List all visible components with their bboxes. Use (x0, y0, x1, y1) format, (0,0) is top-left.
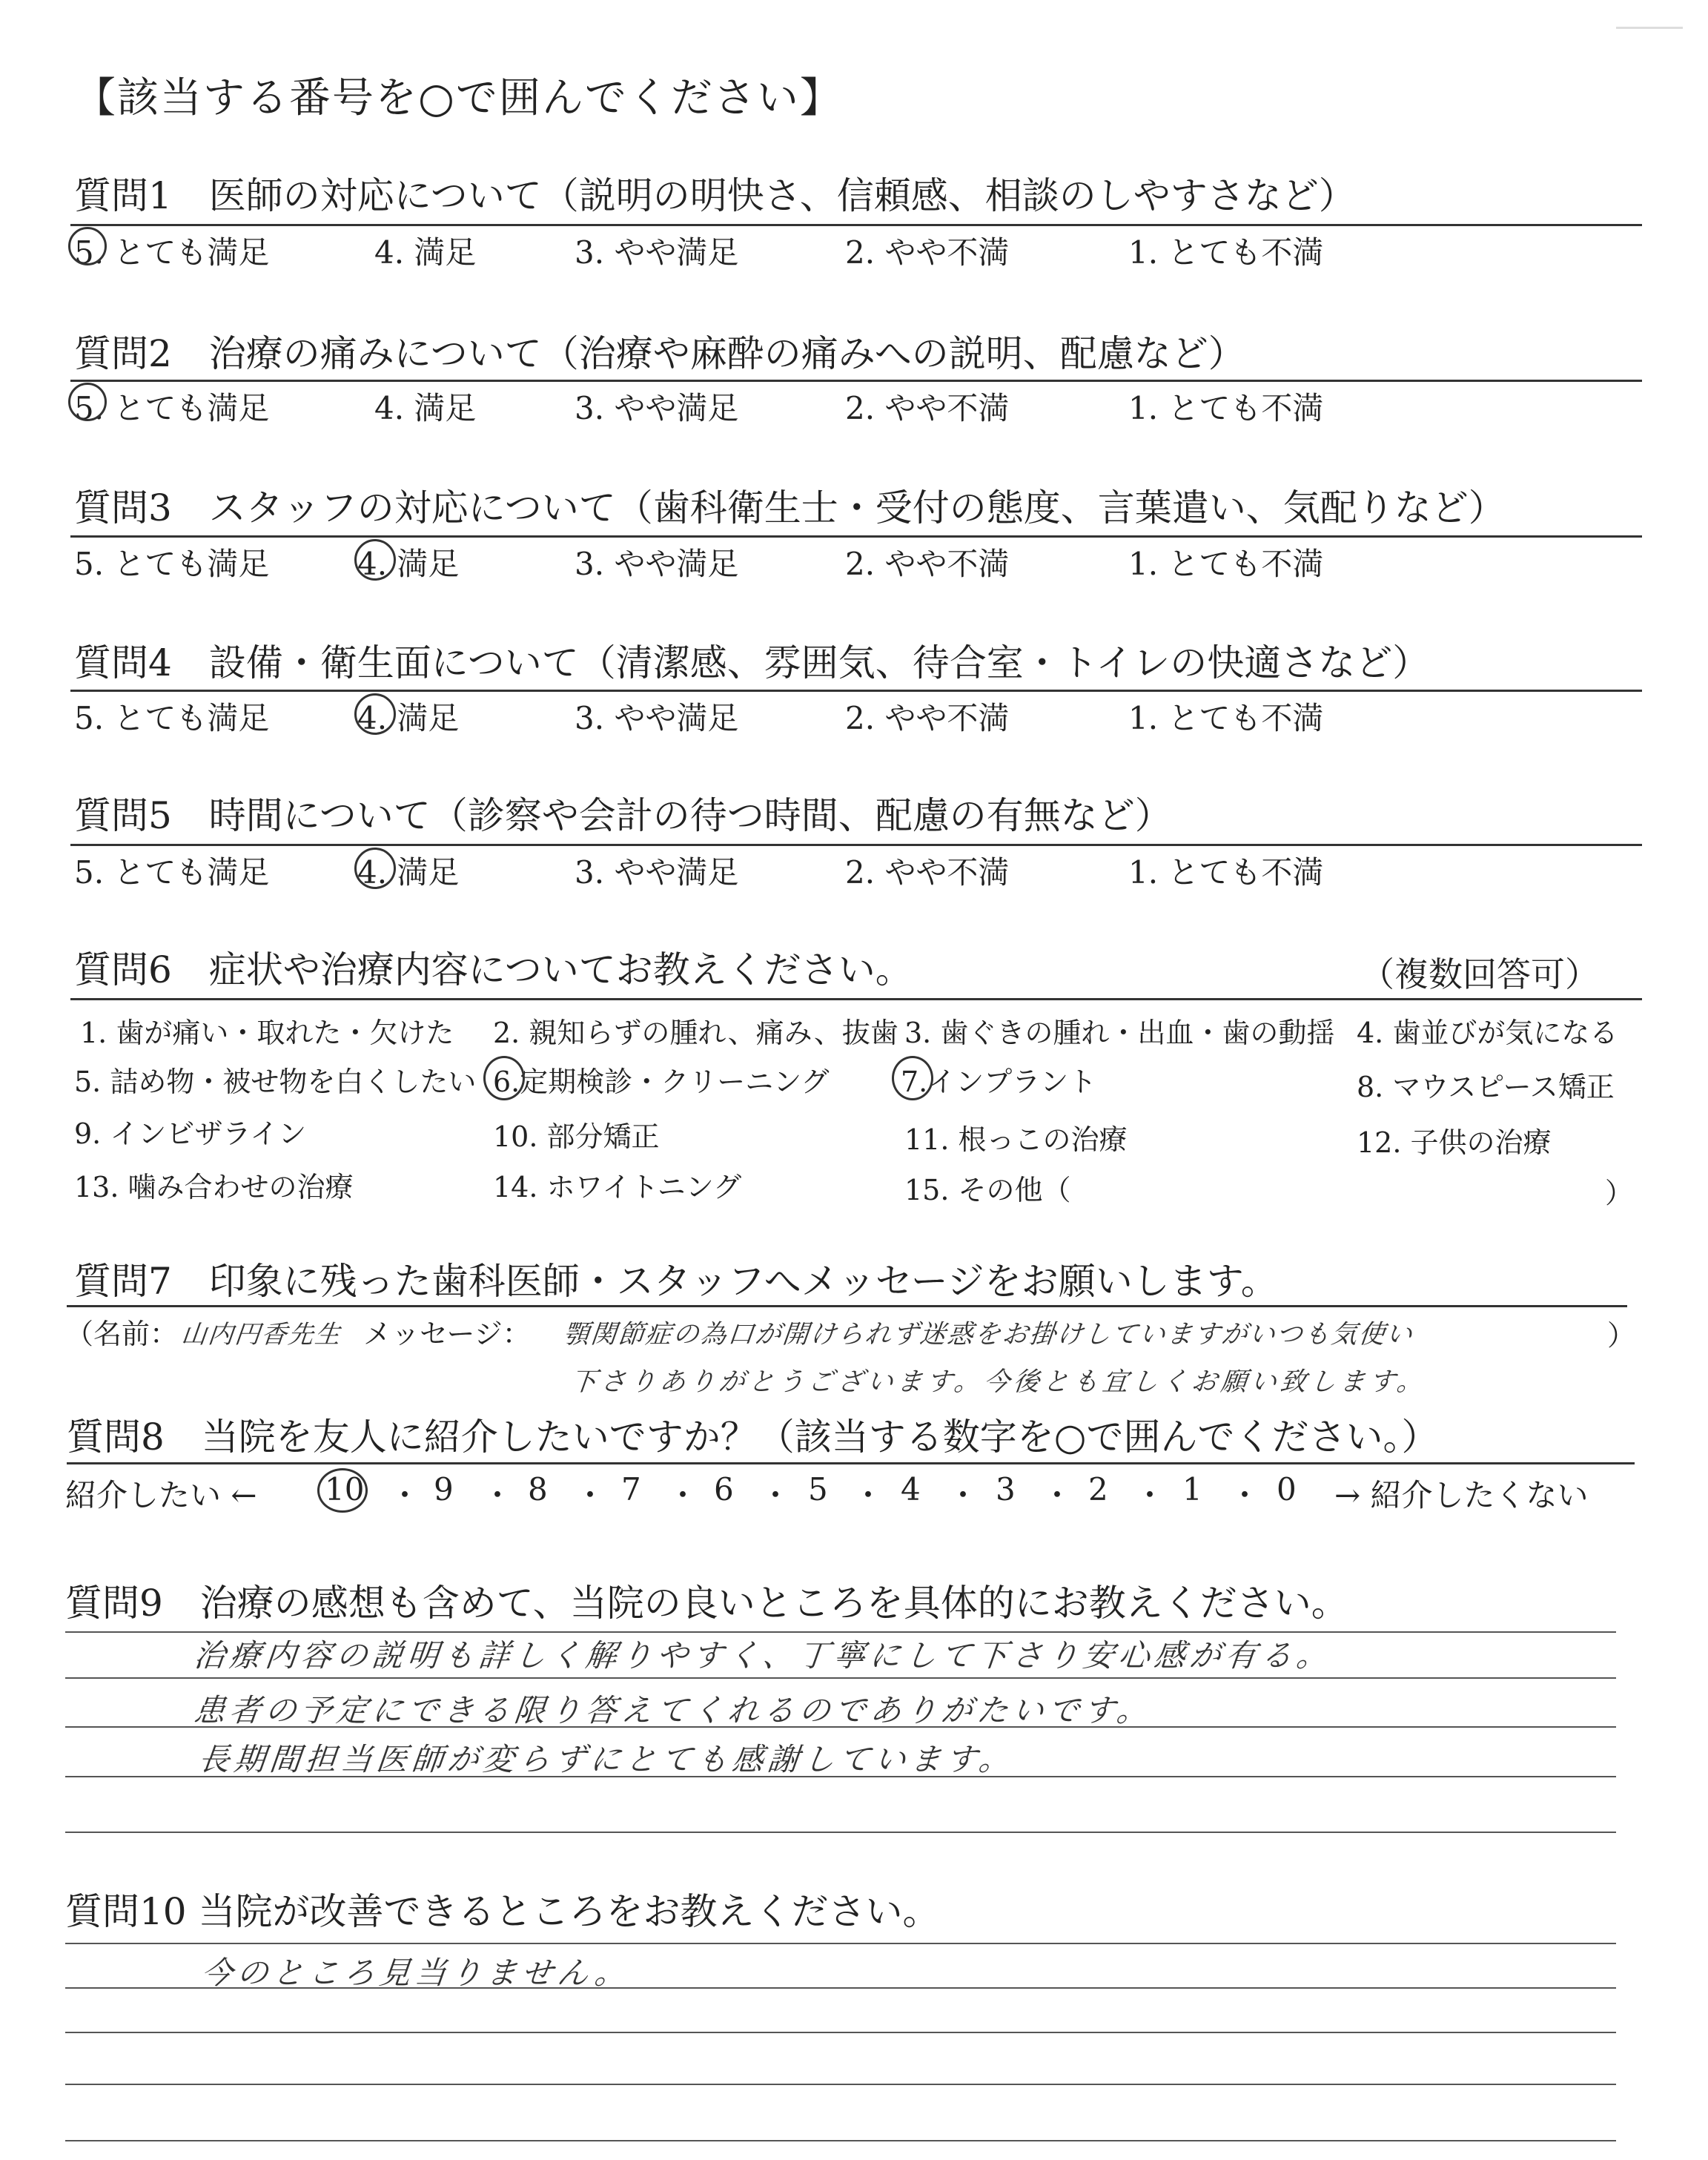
selection-circle (892, 1056, 933, 1100)
scale-dot: ・ (575, 1477, 606, 1513)
scale-value-5[interactable]: 5 (808, 1471, 828, 1507)
scale-dot: ・ (1134, 1477, 1166, 1513)
selection-circle (317, 1468, 368, 1513)
page-header: 【該当する番号を○で囲んでください】 (74, 74, 843, 122)
treatment-option-8[interactable]: 8. マウスピース矯正 (1357, 1071, 1615, 1103)
selection-circle (68, 227, 107, 265)
rating-option-1[interactable]: 1. とても不満 (1128, 390, 1324, 426)
question-title: 質問3 スタッフの対応について（歯科衛生士・受付の態度、言葉遣い、気配りなど） (74, 486, 1506, 529)
rating-option-3[interactable]: 3. やや満足 (575, 234, 739, 271)
treatment-option-13[interactable]: 13. 噛み合わせの治療 (74, 1171, 354, 1203)
rating-option-2[interactable]: 2. やや不満 (845, 390, 1010, 426)
treatment-option-6[interactable]: 6.定期検診・クリーニング (493, 1066, 830, 1098)
handwritten-answer-line-2[interactable]: 患者の予定にできる限り答えてくれるのでありがたいです。 (192, 1692, 1154, 1728)
rating-option-2[interactable]: 2. やや不満 (845, 854, 1010, 891)
rating-option-4[interactable]: 4. 満足 (357, 700, 460, 736)
question-title: 質問6 症状や治療内容についてお教えください。 (74, 948, 913, 991)
rating-option-5[interactable]: 5. とても満足 (74, 234, 270, 271)
rating-option-3[interactable]: 3. やや満足 (575, 390, 739, 426)
question-title: 質問7 印象に残った歯科医師・スタッフへメッセージをお願いします。 (74, 1260, 1278, 1303)
rating-option-4[interactable]: 4. 満足 (357, 546, 460, 582)
question-title: 質問10 当院が改善できるところをお教えください。 (65, 1890, 940, 1933)
treatment-option-1[interactable]: 1. 歯が痛い・取れた・欠けた (80, 1017, 454, 1049)
rating-option-3[interactable]: 3. やや満足 (575, 546, 739, 582)
scale-dot: ・ (760, 1477, 792, 1513)
rating-option-1[interactable]: 1. とても不満 (1128, 234, 1324, 271)
question-title: 質問4 設備・衛生面について（清潔感、雰囲気、待合室・トイレの快適さなど） (74, 641, 1430, 684)
treatment-option-12[interactable]: 12. 子供の治療 (1357, 1126, 1552, 1159)
handwritten-answer-line-3[interactable]: 長期間担当医師が変らずにとても感謝しています。 (196, 1741, 1016, 1777)
scale-value-8[interactable]: 8 (528, 1471, 548, 1507)
scale-value-6[interactable]: 6 (714, 1471, 734, 1507)
question-title: 質問5 時間について（診察や会計の待つ時間、配慮の有無など） (74, 794, 1172, 837)
scale-dot: ・ (1042, 1477, 1073, 1513)
treatment-option-11[interactable]: 11. 根っこの治療 (904, 1123, 1128, 1156)
rating-option-1[interactable]: 1. とても不満 (1128, 700, 1324, 736)
rating-option-5[interactable]: 5. とても満足 (74, 546, 270, 582)
scale-value-10[interactable]: 10 (325, 1471, 365, 1507)
rating-option-5[interactable]: 5. とても満足 (74, 700, 270, 736)
question-title: 質問2 治療の痛みについて（治療や麻酔の痛みへの説明、配慮など） (74, 332, 1245, 375)
multiple-answer-note: （複数回答可） (1360, 954, 1599, 994)
treatment-option-4[interactable]: 4. 歯並びが気になる (1357, 1017, 1618, 1049)
scale-value-7[interactable]: 7 (621, 1471, 641, 1507)
rating-option-2[interactable]: 2. やや不満 (845, 700, 1010, 736)
recommend-left-label: 紹介したい ← (65, 1477, 257, 1513)
question-title: 質問1 医師の対応について（説明の明快さ、信頼感、相談のしやすさなど） (74, 174, 1356, 217)
rating-option-3[interactable]: 3. やや満足 (575, 700, 739, 736)
rating-option-2[interactable]: 2. やや不満 (845, 546, 1010, 582)
handwritten-answer-line-1[interactable]: 今のところ見当りません。 (199, 1955, 632, 1991)
treatment-option-9[interactable]: 9. インビザライン (74, 1117, 307, 1150)
treatment-option-7[interactable]: 7.インプラント (901, 1066, 1097, 1098)
question-title: 質問9 治療の感想も含めて、当院の良いところを具体的にお教えください。 (65, 1582, 1348, 1625)
scale-dot: ・ (482, 1477, 514, 1513)
selection-circle (483, 1056, 525, 1100)
treatment-option-2[interactable]: 2. 親知らずの腫れ、痛み、抜歯 (493, 1017, 898, 1049)
rating-option-4[interactable]: 4. 満足 (374, 390, 477, 426)
scale-dot: ・ (667, 1477, 699, 1513)
selection-circle (68, 383, 107, 421)
treatment-option-3[interactable]: 3. 歯ぐきの腫れ・出血・歯の動揺 (904, 1017, 1335, 1049)
rating-option-5[interactable]: 5. とても満足 (74, 854, 270, 891)
scale-value-1[interactable]: 1 (1182, 1471, 1202, 1507)
handwritten-message-line-2[interactable]: 下さりありがとうございます。今後とも宜しくお願い致します。 (569, 1367, 1429, 1397)
scale-value-4[interactable]: 4 (901, 1471, 921, 1507)
selection-circle (354, 539, 396, 581)
scale-dot: ・ (389, 1477, 421, 1513)
scale-dot: ・ (947, 1477, 979, 1513)
scale-value-3[interactable]: 3 (996, 1471, 1016, 1507)
rating-option-2[interactable]: 2. やや不満 (845, 234, 1010, 271)
rating-option-1[interactable]: 1. とても不満 (1128, 854, 1324, 891)
scale-value-0[interactable]: 0 (1277, 1471, 1297, 1507)
treatment-option-5[interactable]: 5. 詰め物・被せ物を白くしたい (74, 1066, 477, 1098)
scale-dot: ・ (1229, 1477, 1261, 1513)
handwritten-message-line-1[interactable]: 顎関節症の為口が開けられず迷惑をお掛けしていますがいつも気使い (561, 1320, 1415, 1350)
scan-edge-mark (1616, 27, 1683, 29)
handwritten-name[interactable]: 山内円香先生 (179, 1320, 343, 1350)
rating-option-5[interactable]: 5. とても満足 (74, 390, 270, 426)
scale-value-9[interactable]: 9 (434, 1471, 454, 1507)
rating-option-4[interactable]: 4. 満足 (374, 234, 477, 271)
treatment-option-14[interactable]: 14. ホワイトニング (493, 1171, 742, 1203)
recommend-right-label: → 紹介したくない (1334, 1477, 1589, 1513)
rating-option-1[interactable]: 1. とても不満 (1128, 546, 1324, 582)
selection-circle (354, 848, 396, 889)
other-close-paren: ） (1605, 1177, 1634, 1209)
message-label: メッセージ： (363, 1318, 531, 1350)
rating-option-3[interactable]: 3. やや満足 (575, 854, 739, 891)
scale-dot: ・ (853, 1477, 884, 1513)
rating-option-4[interactable]: 4. 満足 (357, 854, 460, 891)
treatment-option-10[interactable]: 10. 部分矯正 (493, 1120, 660, 1153)
treatment-option-15[interactable]: 15. その他（ (904, 1174, 1071, 1206)
scale-value-2[interactable]: 2 (1088, 1471, 1108, 1507)
handwritten-answer-line-1[interactable]: 治療内容の説明も詳しく解りやすく、丁寧にして下さり安心感が有る。 (192, 1637, 1334, 1674)
selection-circle (354, 693, 396, 735)
question-title: 質問8 当院を友人に紹介したいですか？（該当する数字を○で囲んでください。） (67, 1416, 1439, 1459)
message-close-paren: ） (1607, 1319, 1636, 1352)
name-label: （名前： (65, 1318, 179, 1350)
